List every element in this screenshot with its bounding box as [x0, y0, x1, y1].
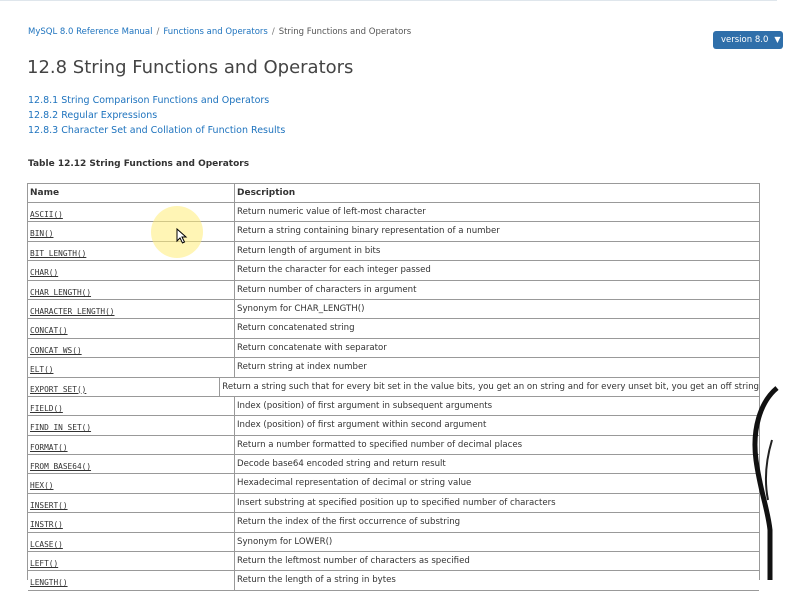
function-link[interactable]: ASCII() — [30, 210, 63, 219]
function-link[interactable]: CONCAT() — [30, 326, 68, 336]
function-name-cell — [28, 533, 235, 551]
function-name-cell — [28, 416, 235, 434]
function-link[interactable]: HEX() — [30, 481, 54, 491]
toc-link-regular-expressions[interactable]: 12.8.2 Regular Expressions — [28, 109, 158, 121]
breadcrumb-separator: / — [156, 27, 160, 37]
function-link[interactable]: CHAR_LENGTH() — [30, 287, 92, 297]
breadcrumb-current: String Functions and Operators — [278, 27, 412, 37]
function-description-cell: Return a string containing binary representation of a number — [237, 226, 500, 237]
function-name-cell — [28, 319, 235, 337]
function-description-cell: Synonym for CHAR_LENGTH() — [237, 303, 365, 314]
breadcrumb — [28, 27, 411, 37]
table-row — [28, 416, 759, 435]
function-link[interactable]: LCASE() — [30, 539, 63, 549]
version-selector[interactable] — [713, 31, 783, 49]
table-row — [28, 513, 759, 532]
function-description-cell: Index (position) of first argument in subsequent arguments — [237, 400, 493, 411]
column-header-name: Name — [28, 184, 235, 202]
function-description-cell: Index (position) of first argument within second argument — [237, 420, 487, 431]
function-link[interactable]: FIELD() — [30, 403, 63, 413]
breadcrumb-manual-link[interactable]: MySQL 8.0 Reference Manual — [28, 27, 153, 37]
table-header-row — [28, 184, 759, 203]
function-description-cell: Return the length of a string in bytes — [237, 575, 396, 586]
function-description-cell: Return numeric value of left-most character — [237, 207, 426, 217]
webcam-overlay — [748, 380, 808, 580]
function-name-cell — [28, 222, 235, 240]
function-link[interactable]: BIN() — [30, 229, 54, 239]
function-name-cell — [28, 203, 235, 221]
function-description-cell: Insert substring at specified position up to specified number of characters — [237, 497, 556, 508]
table-caption: Table 12.12 String Functions and Operators — [28, 159, 250, 169]
function-name-cell — [28, 378, 220, 396]
function-name-cell — [28, 455, 235, 473]
function-description-cell: Return the leftmost number of characters as specified — [237, 556, 470, 567]
table-row — [28, 261, 759, 280]
table-row — [28, 494, 759, 513]
function-link[interactable]: INSERT() — [30, 500, 68, 510]
table-row — [28, 222, 759, 241]
table-row — [28, 436, 759, 455]
function-description-cell: Decode base64 encoded string and return result — [237, 459, 446, 470]
function-name-cell — [28, 571, 235, 589]
function-name-cell — [28, 242, 235, 260]
function-link[interactable]: FORMAT() — [30, 442, 68, 452]
function-description-cell: Return the index of the first occurrence of substring — [237, 517, 461, 528]
function-name-cell — [28, 494, 235, 512]
function-name-cell — [28, 397, 235, 415]
function-description-cell: Return length of argument in bits — [237, 245, 381, 256]
table-row — [28, 474, 759, 493]
column-header-description: Description — [237, 188, 296, 198]
page-title: 12.8 String Functions and Operators — [27, 57, 354, 78]
function-description-cell: Synonym for LOWER() — [237, 536, 333, 547]
table-row — [28, 339, 759, 358]
chevron-down-icon: ▼ — [774, 35, 781, 44]
version-label: version 8.0 — [721, 35, 769, 45]
function-name-cell — [28, 552, 235, 570]
function-link[interactable]: INSTR() — [30, 520, 63, 530]
function-description-cell: Return string at index number — [237, 362, 367, 373]
toc-link-string-comparison[interactable]: 12.8.1 String Comparison Functions and Operators — [28, 95, 270, 106]
functions-table — [27, 183, 760, 588]
function-description-cell: Hexadecimal representation of decimal or string value — [237, 478, 472, 489]
breadcrumb-functions-link[interactable]: Functions and Operators — [163, 27, 268, 37]
table-row — [28, 281, 759, 300]
function-name-cell — [28, 300, 235, 318]
function-link[interactable]: LEFT() — [30, 559, 59, 569]
function-link[interactable]: EXPORT_SET() — [30, 384, 87, 394]
function-link[interactable]: BIT_LENGTH() — [30, 248, 87, 258]
function-link[interactable]: ELT() — [30, 365, 54, 375]
function-description-cell: Return concatenate with separator — [237, 342, 387, 353]
function-link[interactable]: LENGTH() — [30, 578, 68, 588]
table-row — [28, 203, 759, 222]
function-description-cell: Return a string such that for every bit set in the value bits, you get an on string and for every unset bit, you get an off string — [222, 381, 759, 392]
function-name-cell — [28, 358, 235, 376]
function-link[interactable]: CONCAT_WS() — [30, 345, 82, 355]
function-link[interactable]: CHAR() — [30, 268, 59, 278]
function-name-cell — [28, 339, 235, 357]
table-row — [28, 242, 759, 261]
function-name-cell — [28, 261, 235, 279]
table-row — [28, 319, 759, 338]
table-row — [28, 552, 759, 571]
table-row — [28, 571, 759, 590]
table-row — [28, 358, 759, 377]
table-row — [28, 397, 759, 416]
function-name-cell — [28, 474, 235, 492]
function-description-cell: Return number of characters in argument — [237, 284, 417, 295]
function-name-cell — [28, 436, 235, 454]
table-row — [28, 300, 759, 319]
section-toc — [28, 94, 285, 138]
function-description-cell: Return the character for each integer passed — [237, 265, 431, 276]
breadcrumb-separator: / — [271, 27, 275, 37]
function-link[interactable]: FROM_BASE64() — [30, 462, 92, 472]
toc-link-charset-collation[interactable]: 12.8.3 Character Set and Collation of Function Results — [28, 124, 286, 136]
function-link[interactable]: FIND_IN_SET() — [30, 423, 92, 433]
function-name-cell — [28, 513, 235, 531]
top-divider — [0, 0, 777, 1]
table-row — [28, 455, 759, 474]
function-link[interactable]: CHARACTER_LENGTH() — [30, 306, 115, 316]
function-name-cell — [28, 281, 235, 299]
table-row — [28, 533, 759, 552]
mouse-pointer-icon — [176, 228, 188, 244]
table-row — [28, 378, 759, 397]
function-description-cell: Return a number formatted to specified number of decimal places — [237, 439, 523, 450]
function-description-cell: Return concatenated string — [237, 323, 355, 334]
